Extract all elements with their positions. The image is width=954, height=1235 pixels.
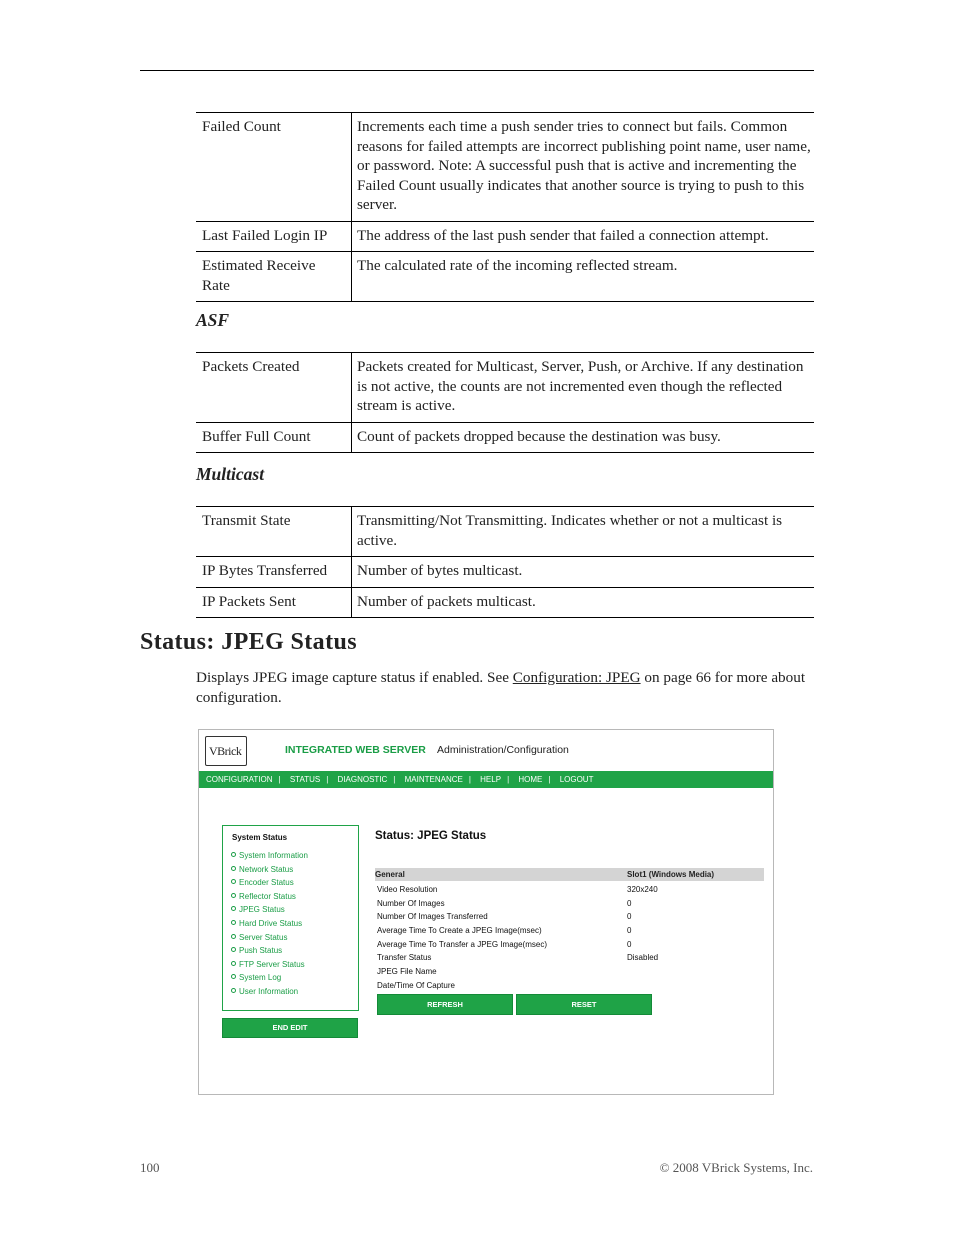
term-cell: Packets Created [196,353,352,423]
table-row [196,507,814,557]
bullet-icon [231,947,236,952]
intro-paragraph [196,668,814,708]
nav-help[interactable]: HELP [480,775,502,784]
nav-configuration[interactable]: CONFIGURATION [206,775,273,784]
system-status-sidebar [222,825,359,1011]
table-row: Number Of Images 0 [377,898,632,908]
sidebar-item-system-log[interactable]: System Log [231,971,308,985]
table-row: Average Time To Create a JPEG Image(msec) 0 [377,926,632,936]
term-cell: Estimated Receive Rate [196,252,352,302]
table-row: Average Time To Transfer a JPEG Image(msec) 0 [377,939,632,949]
col-general: General [375,870,405,879]
table-row [196,113,814,222]
bullet-icon [231,879,236,884]
nav-diagnostic[interactable]: DIAGNOSTIC [337,775,388,784]
desc-cell: The address of the last push sender that failed a connection attempt. [352,221,815,252]
admin-title: Administration/Configuration [437,744,569,756]
multicast-heading: Multicast [196,464,265,484]
sidebar-item-ftp-server-status[interactable]: FTP Server Status [231,958,308,972]
sidebar-item-server-status[interactable]: Server Status [231,931,308,945]
page-number: 100 [140,1160,160,1175]
desc-cell: Count of packets dropped because the destination was busy. [352,422,815,453]
bullet-icon [231,906,236,911]
sidebar-item-reflector-status[interactable]: Reflector Status [231,890,308,904]
table-row [196,557,814,588]
bullet-icon [231,852,236,857]
reset-button[interactable]: RESET [516,994,652,1015]
term-cell: IP Packets Sent [196,587,352,618]
table-row [196,422,814,453]
term-cell: IP Bytes Transferred [196,557,352,588]
sidebar-item-hard-drive-status[interactable]: Hard Drive Status [231,917,308,931]
header-rule [140,70,814,71]
bullet-icon [231,961,236,966]
sidebar-item-push-status[interactable]: Push Status [231,944,308,958]
table-row [196,252,814,302]
term-cell: Failed Count [196,113,352,222]
para-text-after: on page 66 for more about configuration. [196,669,806,706]
desc-cell: Packets created for Multicast, Server, Push, or Archive. If any destination is not active, the counts are not incremented even though the reflected stream is active. [352,353,815,423]
table-row: Video Resolution 320x240 [377,885,658,894]
nav-home[interactable]: HOME [518,775,543,784]
desc-cell: Increments each time a push sender tries to connect but fails. Common reasons for failed attempts are incorrect publishing point name, user name, or password. Note: A successful push that is active and incrementing the Failed Count usually indicates that another source is trying to push to this server. [352,113,815,222]
bullet-icon [231,934,236,939]
table-row: Transfer Status Disabled [377,953,659,963]
vbrick-logo: VBrick [205,736,247,766]
sidebar-title: System Status [232,833,288,842]
status-table-header [375,868,764,881]
bullet-icon [231,920,236,925]
sidebar-item-system-information[interactable]: System Information [231,849,308,863]
bullet-icon [231,866,236,871]
bullet-icon [231,893,236,898]
table-row [196,221,814,252]
jpeg-status-screenshot [198,729,774,1095]
asf-heading: ASF [196,310,230,330]
table-row: Date/Time Of Capture [377,980,455,990]
bullet-icon [231,974,236,979]
table-row: JPEG File Name [377,967,437,977]
section-heading: Status: JPEG Status [140,629,357,655]
desc-cell: The calculated rate of the incoming reflected stream. [352,252,815,302]
asf-table [196,352,814,453]
nav-bar: CONFIGURATION | STATUS | DIAGNOSTIC | MAINTENANCE | HELP | HOME | LOGOUT [199,771,773,788]
term-cell: Last Failed Login IP [196,221,352,252]
term-cell: Transmit State [196,507,352,557]
table-row [196,587,814,618]
multicast-table [196,506,814,618]
end-edit-button[interactable]: END EDIT [222,1018,358,1038]
sidebar-item-network-status[interactable]: Network Status [231,863,308,877]
status-rows [377,883,757,993]
nav-logout[interactable]: LOGOUT [559,775,594,784]
desc-cell: Number of packets multicast. [352,587,815,618]
copyright: © 2008 VBrick Systems, Inc. [659,1160,813,1175]
term-cell: Buffer Full Count [196,422,352,453]
nav-status[interactable]: STATUS [289,775,321,784]
para-text-before: Displays JPEG image capture status if enabled. See [196,669,513,686]
col-slot: Slot1 (Windows Media) [627,870,715,879]
desc-cell: Number of bytes multicast. [352,557,815,588]
sidebar-item-jpeg-status[interactable]: JPEG Status [231,903,308,917]
brand-title: INTEGRATED WEB SERVER [285,744,426,756]
refresh-button[interactable]: REFRESH [377,994,513,1015]
table-row: Number Of Images Transferred 0 [377,912,632,922]
reflector-table [196,112,814,302]
desc-cell: Transmitting/Not Transmitting. Indicates whether or not a multicast is active. [352,507,815,557]
sidebar-item-encoder-status[interactable]: Encoder Status [231,876,308,890]
nav-maintenance[interactable]: MAINTENANCE [404,775,463,784]
configuration-jpeg-link[interactable]: Configuration: JPEG [512,669,641,686]
sidebar-item-user-information[interactable]: User Information [231,985,308,999]
status-title: Status: JPEG Status [375,830,487,842]
table-row [196,353,814,423]
bullet-icon [231,988,236,993]
